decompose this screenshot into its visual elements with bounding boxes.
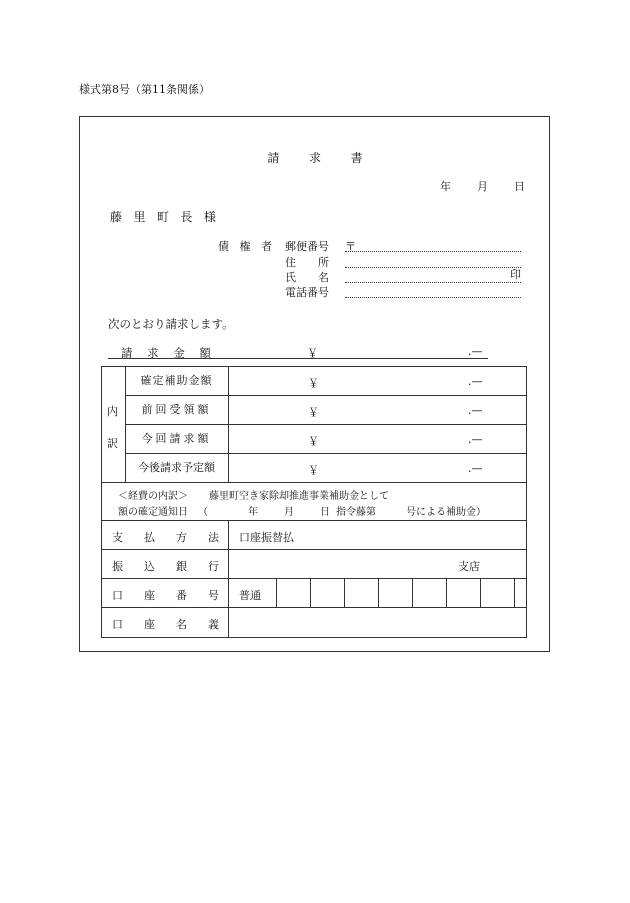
creditor-char: 権: [239, 240, 251, 253]
request-label-char: 求: [147, 346, 159, 360]
date-month: 月: [477, 180, 488, 193]
payment-row: [102, 579, 526, 608]
note-confirmation-line: [118, 503, 486, 518]
form-reference: 様式第8号（第11条関係）: [79, 83, 210, 96]
account-digit-cell[interactable]: [378, 579, 412, 608]
seal-mark: 印: [510, 268, 521, 281]
addressee-char: 町: [156, 210, 169, 224]
intro-text: 次のとおり請求します。: [108, 317, 234, 331]
amount-suffix: .—: [468, 375, 483, 388]
note-body: 藤里町空き家除却推進事業補助金として: [209, 491, 389, 502]
payment-row: [102, 608, 526, 637]
breakdown-row-label: 今回請求額: [125, 425, 229, 453]
breakdown-side-char: 内: [107, 405, 118, 418]
bank-label: [102, 550, 229, 578]
addressee-char: 様: [203, 210, 216, 224]
label-char: 義: [208, 618, 219, 631]
address-label: 住 所: [285, 256, 329, 269]
breakdown-row-label: 前回受領額: [125, 396, 229, 424]
label-char: 行: [208, 560, 219, 573]
label-char: 込: [144, 560, 155, 573]
addressee-char: 藤: [110, 210, 123, 224]
note-text: 指令藤第: [336, 507, 376, 518]
expense-note: [101, 483, 527, 520]
label-char: 座: [144, 589, 155, 602]
note-text: （: [198, 507, 208, 518]
label-char: 名: [176, 618, 187, 631]
postal-mark: 〒: [345, 240, 356, 253]
address-field[interactable]: [345, 254, 521, 268]
addressee-char: 長: [180, 210, 193, 224]
yen-sign: ￥: [308, 435, 319, 448]
label-char: 座: [144, 618, 155, 631]
breakdown-row: [125, 367, 526, 396]
payment-row: [102, 550, 526, 579]
label-char: 番: [176, 589, 187, 602]
amount-suffix: .—: [468, 462, 483, 475]
request-yen-sign: ￥: [307, 347, 318, 360]
label-char: 払: [144, 531, 155, 544]
label-char: 方: [176, 531, 187, 544]
label-char: 口: [112, 618, 123, 631]
document-title: [0, 149, 630, 166]
note-text: 日: [320, 507, 330, 518]
payment-row: [102, 521, 526, 550]
payment-method-label: [102, 521, 229, 549]
breakdown-row: [125, 454, 526, 483]
creditor-char: 債: [218, 240, 229, 253]
creditor-label: [218, 238, 272, 254]
branch-label: 支店: [458, 560, 480, 573]
addressee-char: 里: [133, 210, 146, 224]
account-digit-cell[interactable]: [514, 579, 526, 608]
breakdown-side-header: [102, 367, 126, 482]
account-digit-cell[interactable]: [276, 579, 310, 608]
breakdown-table: [101, 366, 527, 483]
note-text: 額の確定通知日: [118, 507, 188, 518]
account-digit-cell[interactable]: [446, 579, 480, 608]
phone-field[interactable]: [345, 284, 521, 298]
yen-sign: ￥: [308, 377, 319, 390]
date-day: 日: [514, 180, 525, 193]
request-label-char: 金: [173, 346, 185, 360]
account-number-label: [102, 579, 229, 607]
date-year: 年: [440, 180, 451, 193]
payment-table: [101, 520, 527, 638]
phone-label: 電話番号: [285, 286, 329, 299]
account-digit-cell[interactable]: [412, 579, 446, 608]
breakdown-side-char: 訳: [107, 437, 118, 450]
creditor-char: 者: [261, 240, 272, 253]
label-char: 口: [112, 589, 123, 602]
yen-sign: ￥: [308, 464, 319, 477]
account-holder-label: [102, 608, 229, 637]
note-text: 月: [284, 507, 294, 518]
account-digit-cell[interactable]: [344, 579, 378, 608]
name-field[interactable]: [345, 269, 521, 283]
account-digit-cell[interactable]: [480, 579, 514, 608]
breakdown-row: [125, 396, 526, 425]
yen-sign: ￥: [308, 406, 319, 419]
name-label: 氏 名: [285, 271, 329, 284]
addressee: [110, 208, 216, 225]
payment-method-value[interactable]: 口座振替払: [239, 531, 294, 544]
note-text: 年: [248, 507, 258, 518]
amount-suffix: .—: [468, 404, 483, 417]
breakdown-row-label: 確定補助金額: [125, 367, 229, 395]
title-char: 求: [308, 151, 321, 165]
request-label-char: 額: [199, 346, 211, 360]
request-amount-suffix: .—: [468, 345, 483, 358]
account-digit-cell[interactable]: [310, 579, 344, 608]
request-amount-field[interactable]: [108, 358, 488, 359]
breakdown-row: [125, 425, 526, 454]
breakdown-row-label: 今後請求予定額: [125, 454, 229, 483]
title-char: 書: [350, 151, 363, 165]
label-char: 振: [112, 560, 123, 573]
label-char: 法: [208, 531, 219, 544]
label-char: 銀: [176, 560, 187, 573]
note-heading: ＜経費の内訳＞: [118, 491, 188, 502]
account-type: 普通: [239, 589, 261, 602]
date-line: [440, 178, 525, 194]
label-char: 支: [112, 531, 123, 544]
postal-code-label: 郵便番号: [285, 240, 329, 253]
request-label-char: 請: [121, 346, 133, 360]
amount-suffix: .—: [468, 433, 483, 446]
postal-code-field[interactable]: [345, 238, 521, 252]
label-char: 号: [208, 589, 219, 602]
note-text: 号による補助金）: [406, 507, 486, 518]
title-char: 請: [267, 151, 280, 165]
